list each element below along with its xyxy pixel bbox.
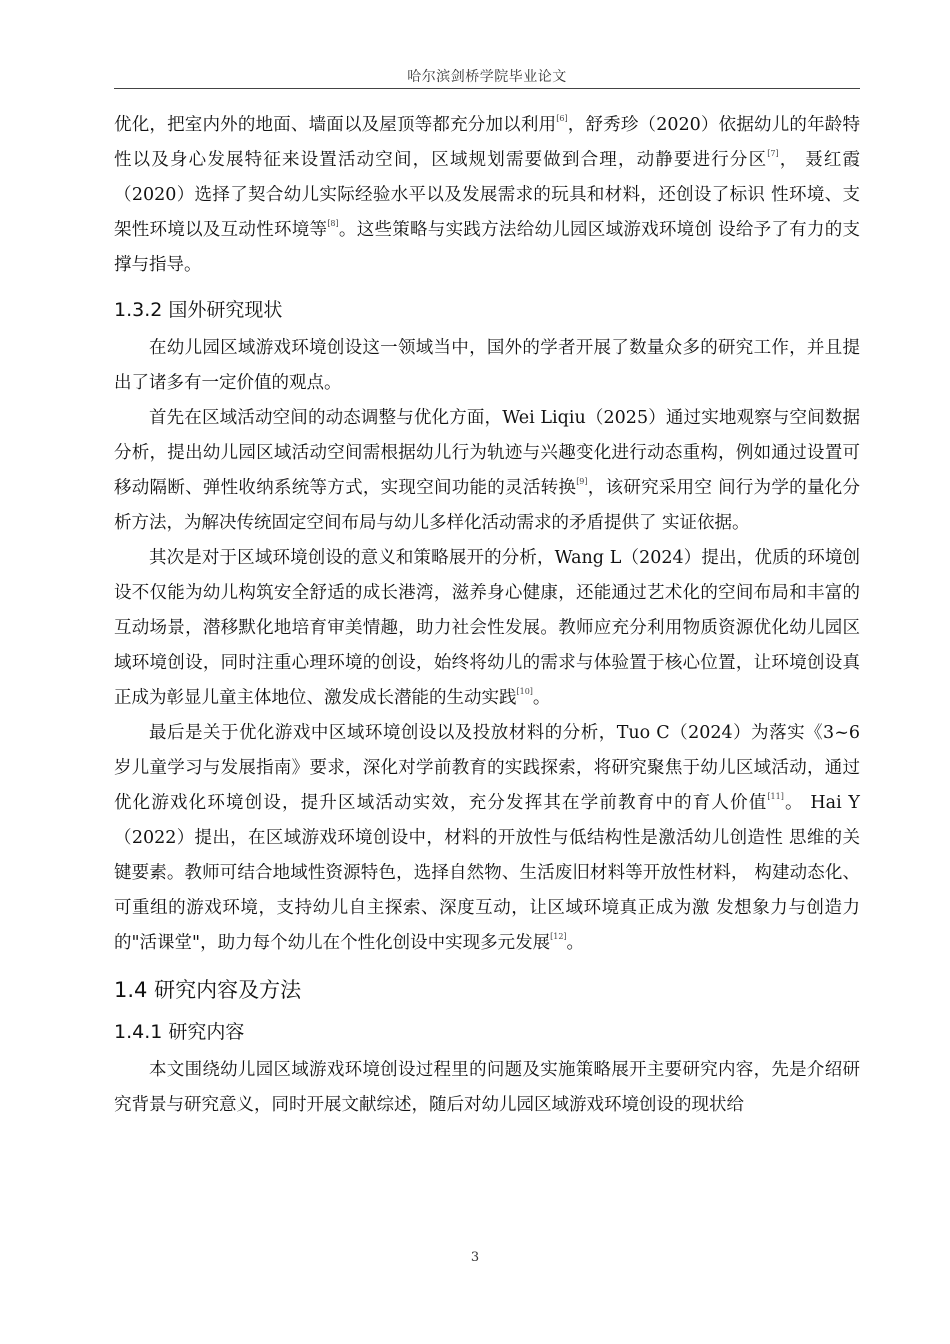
text-run: 。这些策略与实践方法给幼儿园区域游戏环境创 设给予了有力的支撑与指导。 — [114, 220, 860, 275]
paragraph-domestic-summary — [114, 108, 860, 283]
citation: [8] — [327, 219, 339, 228]
section-heading-1-4: 1.4 研究内容及方法 — [114, 978, 302, 1002]
text-run: 首先在区域活动空间的动态调整与优化方面，Wei Liqiu（2025）通过实地观察与空间数据分析，提出幼儿园区域活动空间需根据幼儿行为轨迹与兴趣变化进行动态重构，例如通过设置可移动隔断、弹性收纳系统等方式，实现空间功能的灵活转换 — [114, 408, 860, 498]
citation: [10] — [516, 687, 533, 696]
text-run: 。 — [566, 933, 585, 953]
paragraph-foreign-intro: 在幼儿园区域游戏环境创设这一领域当中，国外的学者开展了数量众多的研究工作，并且提出了诸多有一定价值的观点。 — [114, 338, 860, 393]
citation: [6] — [556, 114, 568, 123]
text-run: 最后是关于优化游戏中区域环境创设以及投放材料的分析，Tuo C（2024）为落实《3~6岁儿童学习与发展指南》要求，深化对学前教育的实践探索，将研究聚焦于幼儿区域活动，通过优化游戏化环境创设，提升区域活动实效，充分发挥其在学前教育中的育人价值 — [114, 723, 860, 813]
paragraph-environment-significance — [114, 541, 860, 716]
citation: [9] — [576, 477, 588, 486]
running-header: 哈尔滨剑桥学院毕业论文 — [407, 69, 567, 85]
citation: [12] — [550, 932, 567, 941]
citation: [7] — [767, 149, 779, 158]
text-run: ， 聂红霞（2020）选择了契合幼儿实际经验水平以及发展需求的玩具和材料，还创设了标识 性环境、支架性环境以及互动性环境等 — [114, 150, 861, 240]
section-heading-1-3-2: 1.3.2 国外研究现状 — [114, 299, 283, 321]
page-body — [114, 108, 860, 1123]
citation: [11] — [767, 792, 784, 801]
text-run: ，该研究采用空 间行为学的量化分析方法，为解决传统固定空间布局与幼儿多样化活动需求的矛盾提供了 实证依据。 — [114, 478, 861, 533]
text-run: 其次是对于区域环境创设的意义和策略展开的分析，Wang L（2024）提出，优质的环境创设不仅能为幼儿构筑安全舒适的成长港湾，滋养身心健康，还能通过艺术化的空间布局和丰富的互动场景，潜移默化地培育审美情趣，助力社会性发展。教师应充分利用物质资源优化幼儿园区域环境创设，同时注重心理环境的创设，始终将幼儿的需求与体验置于核心位置，让环境创设真正成为彰显儿童主体地位、激发成长潜能的生动实践 — [114, 548, 860, 708]
section-heading-1-4-1: 1.4.1 研究内容 — [114, 1021, 245, 1043]
paragraph-space-adjustment — [114, 401, 860, 541]
header-rule — [114, 88, 860, 89]
text-run: 。 — [532, 688, 551, 708]
text-run: 优化，把室内外的地面、墙面以及屋顶等都充分加以利用 — [114, 115, 557, 135]
paragraph-materials-analysis — [114, 716, 860, 961]
text-run: 。 Hai Y（2022）提出，在区域游戏环境创设中，材料的开放性与低结构性是激活幼儿创造性 思维的关键要素。教师可结合地域性资源特色，选择自然物、生活废旧材料等开放性材料， 构建动态化、可重组的游戏环境，支持幼儿自主探索、深度互动，让区域环境真正成为激 发想象力与创造力的"活课堂"，助力每个幼儿在个性化创设中实现多元发展 — [114, 793, 860, 953]
text-run: ，舒秀珍（2020）依据幼儿的年龄特性以及身心发展特征来设置活动空间，区域规划需要做到合理，动静要进行分区 — [114, 115, 860, 170]
paragraph-research-content: 本文围绕幼儿园区域游戏环境创设过程里的问题及实施策略展开主要研究内容，先是介绍研究背景与研究意义，同时开展文献综述，随后对幼儿园区域游戏环境创设的现状给 — [114, 1060, 860, 1115]
page-number: 3 — [470, 1250, 480, 1265]
